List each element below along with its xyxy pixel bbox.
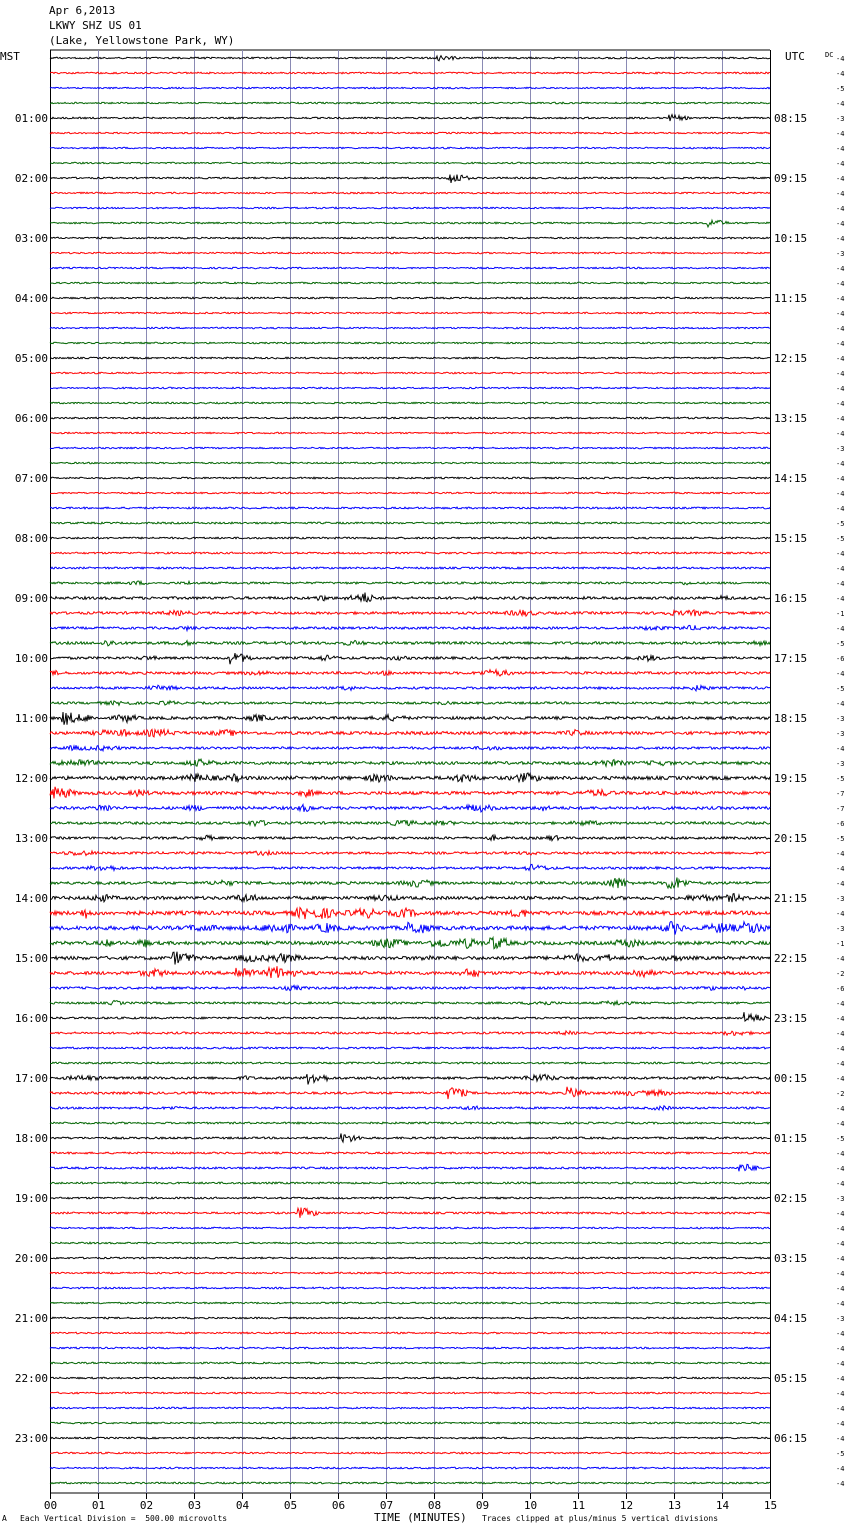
trace-row-81 (50, 1272, 770, 1274)
trace-row-44 (50, 712, 770, 725)
mst-hour-label: 17:00 (14, 1072, 48, 1085)
dc-offset-label: -4 (836, 235, 845, 243)
dc-offset-label: -4 (836, 400, 845, 408)
trace-row-92 (50, 1437, 770, 1439)
dc-offset-label: -3 (836, 1195, 845, 1203)
utc-hour-label: 23:15 (774, 1012, 808, 1025)
dc-offset-label: -3 (836, 925, 845, 933)
location-label: (Lake, Yellowstone Park, WY) (49, 34, 235, 47)
dc-offset-label: -4 (836, 145, 845, 153)
dc-offset-label: -3 (836, 250, 845, 258)
dc-offset-label: -4 (836, 1435, 845, 1443)
x-tick-label: 08 (427, 1499, 442, 1512)
dc-offset-label: -3 (836, 730, 845, 738)
trace-row-27 (50, 462, 770, 464)
utc-hour-label: 19:15 (774, 772, 808, 785)
dc-offset-label: -5 (836, 1450, 845, 1458)
trace-row-36 (50, 593, 770, 602)
x-tick-label: 04 (235, 1499, 250, 1512)
scale-note: Each Vertical Division = 500.00 microvolts (20, 1514, 228, 1523)
dc-offset-label: -4 (836, 205, 845, 213)
utc-hour-label: 08:15 (774, 112, 808, 125)
dc-offset-label: -7 (836, 805, 845, 813)
mst-hour-label: 13:00 (14, 832, 48, 845)
trace-row-78 (50, 1227, 770, 1229)
utc-hour-label: 15:15 (774, 532, 808, 545)
dc-offset-label: -4 (836, 1150, 845, 1158)
dc-offset-label: -4 (836, 130, 845, 138)
dc-offset-label: -4 (836, 625, 845, 633)
dc-offset-label: -4 (836, 1060, 845, 1068)
mst-hour-label: 18:00 (14, 1132, 48, 1145)
trace-row-65 (50, 1031, 770, 1036)
mst-hour-label: 21:00 (14, 1312, 48, 1325)
trace-row-42 (50, 685, 770, 691)
trace-row-8 (50, 175, 770, 183)
dc-offset-label: -4 (836, 1270, 845, 1278)
trace-row-14 (50, 267, 770, 269)
trace-row-61 (50, 966, 770, 978)
x-tick-label: 14 (715, 1499, 730, 1512)
mst-hour-label: 01:00 (14, 112, 48, 125)
dc-offset-label: -4 (836, 280, 845, 288)
dc-offset-label: -4 (836, 1405, 845, 1413)
utc-hour-label: 20:15 (774, 832, 808, 845)
x-tick-label: 01 (91, 1499, 106, 1512)
trace-row-40 (50, 653, 770, 664)
mst-hour-label: 16:00 (14, 1012, 48, 1025)
trace-row-16 (50, 297, 770, 299)
dc-offset-label: -4 (836, 1390, 845, 1398)
x-tick-label: 12 (619, 1499, 634, 1512)
dc-offset-label: -6 (836, 655, 845, 663)
trace-row-59 (50, 938, 770, 949)
dc-offset-label: -4 (836, 955, 845, 963)
dc-offset-label: -4 (836, 190, 845, 198)
dc-offset-label: -4 (836, 505, 845, 513)
trace-row-70 (50, 1106, 770, 1110)
trace-row-22 (50, 387, 770, 389)
dc-offset-label: -4 (836, 310, 845, 318)
utc-hour-label: 11:15 (774, 292, 808, 305)
trace-row-53 (50, 851, 770, 856)
utc-hour-label: 03:15 (774, 1252, 808, 1265)
trace-row-94 (50, 1467, 770, 1469)
trace-row-46 (50, 745, 770, 751)
trace-row-74 (50, 1164, 770, 1171)
mst-hour-label: 02:00 (14, 172, 48, 185)
trace-row-7 (50, 162, 770, 164)
dc-offset-label: -4 (836, 55, 845, 63)
dc-offset-label: -4 (836, 1180, 845, 1188)
x-tick-label: 10 (523, 1499, 538, 1512)
dc-offset-label: -4 (836, 1345, 845, 1353)
trace-row-28 (50, 477, 770, 479)
x-tick-label: 02 (139, 1499, 154, 1512)
x-axis-title: TIME (MINUTES) (374, 1511, 467, 1524)
dc-offset-label: -4 (836, 295, 845, 303)
dc-offset-label: -4 (836, 415, 845, 423)
trace-row-31 (50, 522, 770, 524)
trace-row-20 (50, 357, 770, 359)
dc-offset-label: -4 (836, 1210, 845, 1218)
dc-offset-label: -4 (836, 1330, 845, 1338)
corner-mark: A (2, 1514, 7, 1523)
trace-row-57 (50, 908, 770, 919)
mst-hour-label: 23:00 (14, 1432, 48, 1445)
mst-hour-label: 10:00 (14, 652, 48, 665)
dc-offset-label: -4 (836, 370, 845, 378)
trace-row-86 (50, 1347, 770, 1349)
dc-offset-label: -4 (836, 355, 845, 363)
trace-row-19 (50, 342, 770, 344)
dc-offset-label: -5 (836, 1135, 845, 1143)
trace-row-80 (50, 1257, 770, 1259)
dc-offset-label: -4 (836, 325, 845, 333)
trace-row-89 (50, 1392, 770, 1394)
dc-offset-label: -4 (836, 550, 845, 558)
x-tick-label: 03 (187, 1499, 202, 1512)
trace-row-49 (50, 787, 770, 799)
x-tick-label: 06 (331, 1499, 346, 1512)
trace-row-45 (50, 729, 770, 737)
dc-offset-label: -4 (836, 1300, 845, 1308)
trace-row-85 (50, 1332, 770, 1334)
utc-hour-label: 18:15 (774, 712, 808, 725)
trace-row-6 (50, 147, 770, 149)
dc-offset-label: -4 (836, 475, 845, 483)
dc-offset-label: -5 (836, 640, 845, 648)
trace-row-10 (50, 207, 770, 209)
dc-offset-label: -4 (836, 1120, 845, 1128)
trace-row-51 (50, 820, 770, 826)
dc-offset-label: -4 (836, 880, 845, 888)
trace-row-54 (50, 864, 770, 870)
dc-offset-label: -4 (836, 385, 845, 393)
dc-offset-label: -4 (836, 1165, 845, 1173)
mst-hour-label: 15:00 (14, 952, 48, 965)
dc-offset-label: -4 (836, 340, 845, 348)
utc-hour-label: 21:15 (774, 892, 808, 905)
dc-offset-label: -6 (836, 820, 845, 828)
trace-row-88 (50, 1377, 770, 1379)
dc-offset-label: -5 (836, 685, 845, 693)
trace-row-83 (50, 1302, 770, 1304)
trace-row-13 (50, 252, 770, 254)
trace-row-72 (50, 1134, 770, 1143)
mst-hour-label: 03:00 (14, 232, 48, 245)
dc-offset-label: -4 (836, 160, 845, 168)
trace-row-71 (50, 1122, 770, 1124)
trace-row-26 (50, 447, 770, 449)
dc-offset-label: -3 (836, 895, 845, 903)
dc-offset-label: -2 (836, 970, 845, 978)
trace-row-11 (50, 220, 770, 227)
trace-row-38 (50, 625, 770, 630)
mst-hour-label: 12:00 (14, 772, 48, 785)
mst-hour-label: 04:00 (14, 292, 48, 305)
trace-row-47 (50, 759, 770, 766)
trace-row-30 (50, 507, 770, 509)
dc-offset-label: -5 (836, 535, 845, 543)
x-tick-label: 05 (283, 1499, 298, 1512)
dc-offset-label: -4 (836, 1075, 845, 1083)
dc-offset-label: -5 (836, 835, 845, 843)
trace-row-24 (50, 417, 770, 419)
trace-row-41 (50, 670, 770, 676)
mst-hour-label: 07:00 (14, 472, 48, 485)
dc-offset-label: -4 (836, 595, 845, 603)
trace-row-2 (50, 87, 770, 89)
trace-row-15 (50, 282, 770, 284)
station-label: LKWY SHZ US 01 (49, 19, 142, 32)
date-label: Apr 6,2013 (49, 4, 116, 17)
dc-offset-label: -5 (836, 775, 845, 783)
dc-offset-label: -3 (836, 115, 845, 123)
trace-row-55 (50, 878, 770, 889)
utc-hour-label: 10:15 (774, 232, 808, 245)
trace-row-43 (50, 701, 770, 706)
dc-offset-label: -5 (836, 85, 845, 93)
trace-row-50 (50, 805, 770, 812)
x-tick-label: 09 (475, 1499, 490, 1512)
dc-offset-label: -4 (836, 1420, 845, 1428)
trace-row-69 (50, 1087, 770, 1099)
trace-row-25 (50, 432, 770, 434)
utc-hour-label: 02:15 (774, 1192, 808, 1205)
trace-row-60 (50, 952, 770, 965)
mst-hour-label: 08:00 (14, 532, 48, 545)
trace-row-63 (50, 1001, 770, 1006)
trace-row-84 (50, 1317, 770, 1319)
trace-row-1 (50, 72, 770, 74)
trace-row-23 (50, 402, 770, 404)
dc-offset-label: -4 (836, 1465, 845, 1473)
x-tick-label: 11 (571, 1499, 586, 1512)
x-tick-label: 07 (379, 1499, 394, 1512)
mst-hour-label: 11:00 (14, 712, 48, 725)
dc-offset-label: -4 (836, 1045, 845, 1053)
mst-hour-label: 20:00 (14, 1252, 48, 1265)
trace-row-4 (50, 115, 770, 121)
dc-offset-label: -4 (836, 1000, 845, 1008)
clip-note: Traces clipped at plus/minus 5 vertical divisions (482, 1514, 719, 1523)
dc-offset-label: -4 (836, 1015, 845, 1023)
trace-row-75 (50, 1182, 770, 1184)
trace-row-32 (50, 537, 770, 539)
right-timezone-label: UTC (785, 50, 805, 63)
dc-offset-label: -4 (836, 1255, 845, 1263)
dc-offset-label: -6 (836, 985, 845, 993)
trace-row-93 (50, 1452, 770, 1454)
trace-row-33 (50, 552, 770, 554)
mst-hour-label: 22:00 (14, 1372, 48, 1385)
dc-offset-label: -4 (836, 430, 845, 438)
trace-row-82 (50, 1287, 770, 1289)
dc-offset-label: -4 (836, 700, 845, 708)
left-timezone-label: MST (0, 50, 20, 63)
trace-row-29 (50, 492, 770, 494)
dc-offset-label: -4 (836, 220, 845, 228)
utc-hour-label: 16:15 (774, 592, 808, 605)
trace-row-52 (50, 835, 770, 841)
trace-row-95 (50, 1482, 770, 1484)
dc-offset-label: -4 (836, 100, 845, 108)
dc-offset-label: -4 (836, 175, 845, 183)
dc-offset-label: -4 (836, 670, 845, 678)
trace-row-9 (50, 192, 770, 194)
dc-offset-label: -3 (836, 445, 845, 453)
dc-offset-label: -4 (836, 580, 845, 588)
dc-offset-label: -3 (836, 715, 845, 723)
utc-hour-label: 14:15 (774, 472, 808, 485)
utc-hour-label: 05:15 (774, 1372, 808, 1385)
mst-hour-label: 05:00 (14, 352, 48, 365)
trace-row-12 (50, 237, 770, 239)
trace-row-17 (50, 312, 770, 314)
trace-row-79 (50, 1242, 770, 1244)
dc-offset-label: -1 (836, 940, 845, 948)
dc-offset-label: -4 (836, 1360, 845, 1368)
utc-hour-label: 00:15 (774, 1072, 808, 1085)
dc-offset-label: -4 (836, 850, 845, 858)
trace-row-62 (50, 985, 770, 990)
utc-hour-label: 22:15 (774, 952, 808, 965)
x-tick-label: 00 (43, 1499, 58, 1512)
utc-hour-label: 09:15 (774, 172, 808, 185)
dc-offset-label: -4 (836, 745, 845, 753)
trace-row-34 (50, 567, 770, 569)
trace-row-87 (50, 1362, 770, 1364)
dc-offset-label: -4 (836, 1375, 845, 1383)
trace-row-64 (50, 1012, 770, 1021)
dc-offset-label: -4 (836, 70, 845, 78)
trace-row-58 (50, 922, 770, 935)
dc-offset-label: -4 (836, 1285, 845, 1293)
mst-hour-label: 14:00 (14, 892, 48, 905)
trace-row-66 (50, 1047, 770, 1049)
trace-row-39 (50, 640, 770, 646)
dc-offset-label: -1 (836, 610, 845, 618)
dc-offset-label: -4 (836, 910, 845, 918)
trace-row-48 (50, 773, 770, 782)
dc-offset-label: -4 (836, 265, 845, 273)
trace-row-90 (50, 1407, 770, 1409)
dc-offset-label: -4 (836, 1480, 845, 1488)
trace-row-77 (50, 1208, 770, 1218)
utc-hour-label: 12:15 (774, 352, 808, 365)
dc-offset-label: -4 (836, 1240, 845, 1248)
trace-row-76 (50, 1197, 770, 1199)
trace-row-0 (50, 56, 770, 61)
dc-offset-label: -4 (836, 460, 845, 468)
dc-offset-label: -4 (836, 865, 845, 873)
dc-offset-label: -7 (836, 790, 845, 798)
trace-row-3 (50, 102, 770, 104)
trace-row-67 (50, 1062, 770, 1064)
dc-offset-label: -4 (836, 565, 845, 573)
trace-row-35 (50, 581, 770, 585)
mst-hour-label: 09:00 (14, 592, 48, 605)
utc-hour-label: 13:15 (774, 412, 808, 425)
trace-row-18 (50, 327, 770, 329)
trace-row-91 (50, 1422, 770, 1424)
trace-row-21 (50, 372, 770, 374)
dc-offset-label: -3 (836, 760, 845, 768)
dc-offset-label: -4 (836, 1225, 845, 1233)
trace-row-68 (50, 1074, 770, 1084)
mst-hour-label: 06:00 (14, 412, 48, 425)
x-tick-label: 13 (667, 1499, 682, 1512)
utc-hour-label: 04:15 (774, 1312, 808, 1325)
utc-hour-label: 01:15 (774, 1132, 808, 1145)
dc-offset-label: -4 (836, 490, 845, 498)
mst-hour-label: 19:00 (14, 1192, 48, 1205)
utc-hour-label: 17:15 (774, 652, 808, 665)
dc-offset-label: -5 (836, 520, 845, 528)
utc-hour-label: 06:15 (774, 1432, 808, 1445)
trace-row-73 (50, 1152, 770, 1154)
dc-offset-label: -4 (836, 1105, 845, 1113)
trace-row-5 (50, 132, 770, 133)
x-tick-label: 15 (763, 1499, 778, 1512)
dc-offset-label: -2 (836, 1090, 845, 1098)
trace-row-56 (50, 894, 770, 903)
dc-offset-label: -4 (836, 1030, 845, 1038)
dc-label: DC (825, 51, 834, 59)
trace-row-37 (50, 610, 770, 616)
dc-offset-label: -3 (836, 1315, 845, 1323)
